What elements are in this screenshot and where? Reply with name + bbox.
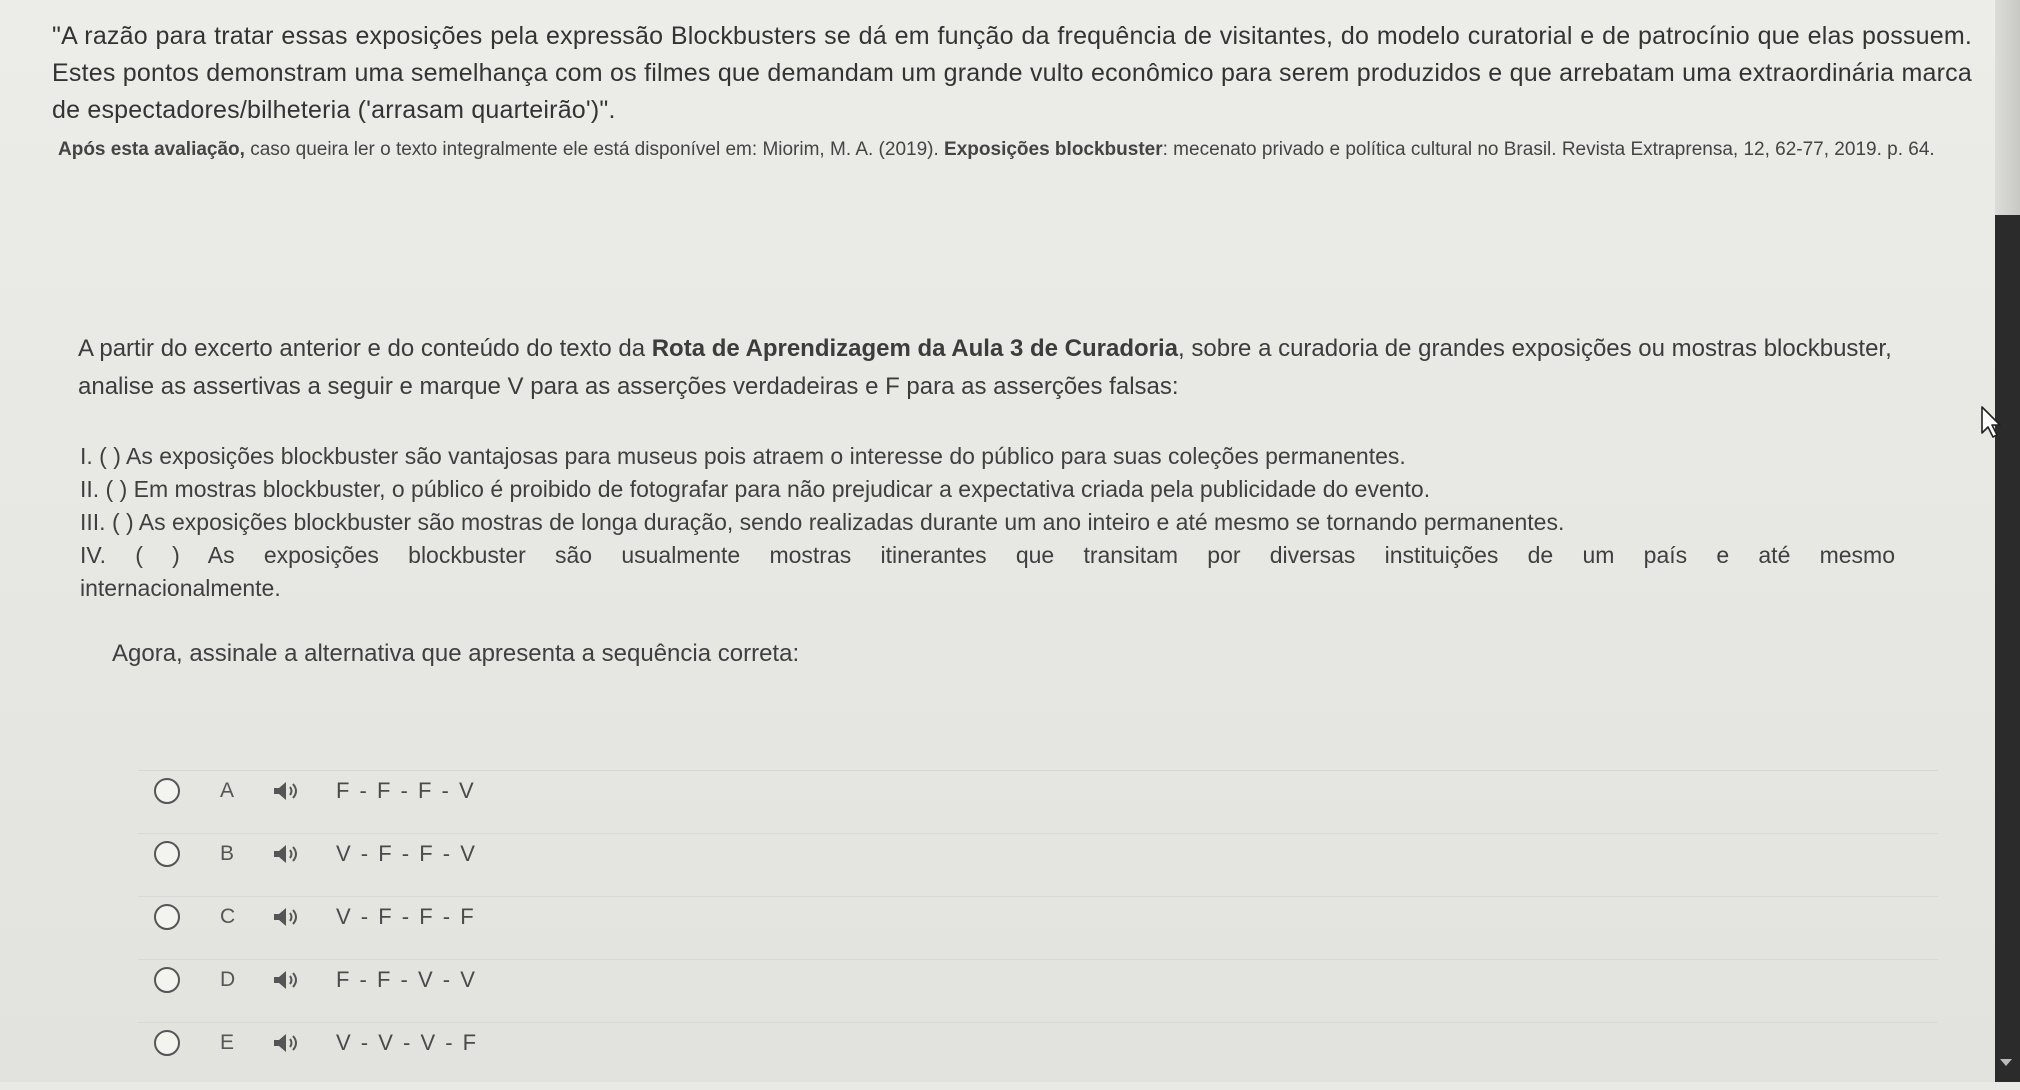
instructions-part1: A partir do excerto anterior e do conteúdo do texto da xyxy=(78,335,652,362)
instructions-bold: Rota de Aprendizagem da Aula 3 de Curadoria xyxy=(651,335,1179,362)
excerpt-source xyxy=(58,133,1968,167)
source-bold-prefix: Após esta avaliação, xyxy=(58,139,245,160)
option-value: F - F - F - V xyxy=(336,778,476,803)
statement-4: IV. ( ) As exposições blockbuster são usualmente mostras itinerantes que transitam por diversas instituições de um país e até mesmo xyxy=(80,542,1895,568)
option-c[interactable] xyxy=(138,896,1938,937)
statement-1: I. ( ) As exposições blockbuster são vantajosas para museus pois atraem o interesse do público para suas coleções permanentes. xyxy=(80,443,1406,469)
statement-4-continuation: internacionalmente. xyxy=(80,575,281,601)
answer-options xyxy=(138,770,1938,1090)
scroll-down-icon[interactable] xyxy=(2000,1059,2012,1066)
radio-button[interactable] xyxy=(154,967,180,993)
instructions-part2: , sobre a curadoria de grandes exposições ou mostras blockbuster, analise as assertivas a seguir e marque V para as asserções verdadeiras e F para as asserções falsas: xyxy=(78,335,1892,400)
question-instructions xyxy=(78,330,1938,406)
speaker-icon[interactable] xyxy=(272,969,302,991)
option-letter: A xyxy=(220,779,235,802)
scrollbar-track-top[interactable] xyxy=(1995,0,2020,215)
radio-button[interactable] xyxy=(154,1030,180,1056)
speaker-icon[interactable] xyxy=(272,780,302,802)
option-b[interactable] xyxy=(138,833,1938,874)
option-a[interactable] xyxy=(138,770,1938,811)
statements-list xyxy=(80,440,1895,605)
radio-button[interactable] xyxy=(154,778,180,804)
option-e[interactable] xyxy=(138,1022,1938,1063)
speaker-icon[interactable] xyxy=(272,906,302,928)
option-letter: E xyxy=(220,1031,235,1054)
option-value: V - F - F - V xyxy=(336,841,477,866)
mouse-cursor-icon xyxy=(1980,405,2002,439)
speaker-icon[interactable] xyxy=(272,843,302,865)
statement-3: III. ( ) As exposições blockbuster são mostras de longa duração, sendo realizadas durante um ano inteiro e até mesmo se tornando permanentes. xyxy=(80,509,1565,535)
excerpt-quote: "A razão para tratar essas exposições pela expressão Blockbusters se dá em função da frequência de visitantes, do modelo curatorial e de patrocínio que elas possuem. Estes pontos demonstram uma semelhança com os filmes que demandam um grande vulto econômico para serem produzidos e que arrebatam uma extraordinária marca de espectadores/bilheteria ('arrasam quarteirão')". xyxy=(52,22,1972,124)
source-mid: caso queira ler o texto integralmente ele está disponível em: Miorim, M. A. (2019). xyxy=(244,139,945,160)
option-letter: C xyxy=(220,905,236,928)
source-bold-title: Exposições blockbuster xyxy=(944,139,1163,160)
radio-button[interactable] xyxy=(154,841,180,867)
radio-button[interactable] xyxy=(154,904,180,930)
scrollbar[interactable] xyxy=(1995,215,2020,1082)
speaker-icon[interactable] xyxy=(272,1032,302,1054)
option-d[interactable] xyxy=(138,959,1938,1000)
option-value: V - F - F - F xyxy=(336,904,476,929)
option-letter: B xyxy=(220,842,235,865)
statement-2: II. ( ) Em mostras blockbuster, o público é proibido de fotografar para não prejudicar a expectativa criada pela publicidade do evento. xyxy=(80,476,1431,502)
answer-prompt: Agora, assinale a alternativa que apresenta a sequência correta: xyxy=(112,640,800,667)
option-value: F - F - V - V xyxy=(336,967,477,992)
option-value: V - V - V - F xyxy=(336,1030,479,1055)
source-rest: : mecenato privado e política cultural no Brasil. Revista Extraprensa, 12, 62-77, 2019. p. 64. xyxy=(1162,139,1935,160)
option-letter: D xyxy=(220,968,236,991)
